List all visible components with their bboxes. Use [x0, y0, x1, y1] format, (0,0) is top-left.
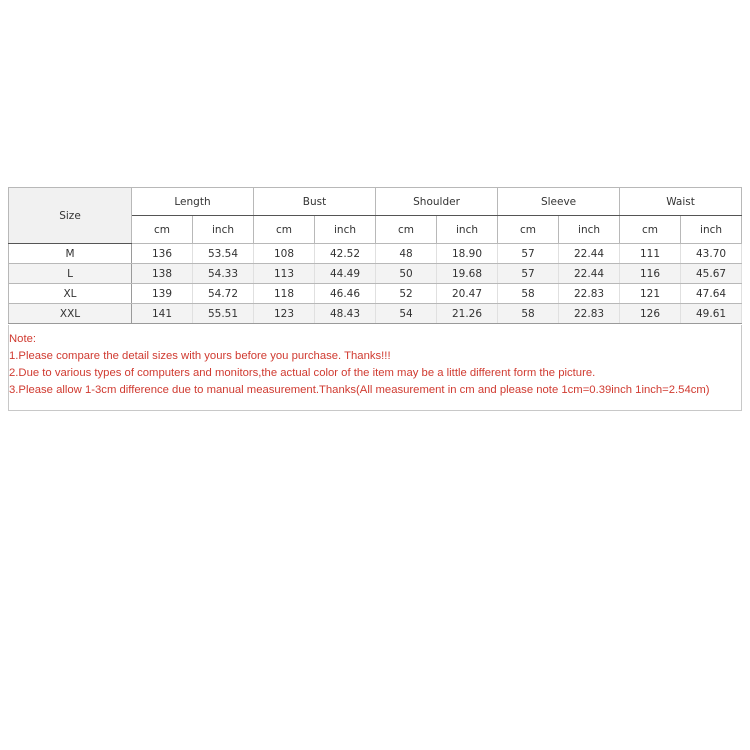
- table-cell: 136: [132, 244, 193, 264]
- table-cell: 121: [620, 284, 681, 304]
- table-cell: 123: [254, 304, 315, 324]
- table-cell: 54.72: [193, 284, 254, 304]
- table-cell: 43.70: [681, 244, 742, 264]
- table-cell: 20.47: [437, 284, 498, 304]
- table-cell: 113: [254, 264, 315, 284]
- length-header: Length: [132, 188, 254, 216]
- table-cell: 141: [132, 304, 193, 324]
- table-row: [9, 304, 742, 324]
- shoulder-header: Shoulder: [376, 188, 498, 216]
- notes-box: [8, 325, 742, 411]
- sleeve-header: Sleeve: [498, 188, 620, 216]
- waist-header: Waist: [620, 188, 742, 216]
- unit-header-cm: cm: [254, 216, 315, 244]
- table-cell: 22.44: [559, 264, 620, 284]
- bust-header: Bust: [254, 188, 376, 216]
- table-cell: 54: [376, 304, 437, 324]
- table-cell: 54.33: [193, 264, 254, 284]
- table-cell: 111: [620, 244, 681, 264]
- table-cell: 46.46: [315, 284, 376, 304]
- table-cell: 55.51: [193, 304, 254, 324]
- table-cell: 19.68: [437, 264, 498, 284]
- table-cell: 53.54: [193, 244, 254, 264]
- table-row: [9, 264, 742, 284]
- table-cell: 22.83: [559, 304, 620, 324]
- table-cell: 49.61: [681, 304, 742, 324]
- table-cell: 57: [498, 264, 559, 284]
- table-cell: 126: [620, 304, 681, 324]
- table-row: [9, 284, 742, 304]
- size-table: [8, 187, 742, 324]
- size-column-header: Size: [9, 188, 132, 244]
- size-cell: L: [9, 264, 132, 284]
- note-title: Note:: [9, 333, 37, 345]
- table-cell: 48.43: [315, 304, 376, 324]
- table-cell: 47.64: [681, 284, 742, 304]
- table-cell: 139: [132, 284, 193, 304]
- table-cell: 48: [376, 244, 437, 264]
- table-cell: 45.67: [681, 264, 742, 284]
- table-cell: 108: [254, 244, 315, 264]
- table-cell: 52: [376, 284, 437, 304]
- table-cell: 138: [132, 264, 193, 284]
- unit-header-cm: cm: [376, 216, 437, 244]
- note-line: 1.Please compare the detail sizes with yours before you purchase. Thanks!!!: [9, 350, 391, 362]
- table-cell: 21.26: [437, 304, 498, 324]
- table-cell: 58: [498, 284, 559, 304]
- unit-header-inch: inch: [559, 216, 620, 244]
- size-cell: XXL: [9, 304, 132, 324]
- table-header-row: [9, 188, 742, 216]
- unit-header-inch: inch: [193, 216, 254, 244]
- table-cell: 58: [498, 304, 559, 324]
- table-cell: 44.49: [315, 264, 376, 284]
- note-line: 3.Please allow 1-3cm difference due to manual measurement.Thanks(All measurement in cm and please note 1cm=0.39inch 1inch=2.54cm): [9, 384, 710, 396]
- unit-header-cm: cm: [620, 216, 681, 244]
- table-cell: 42.52: [315, 244, 376, 264]
- table-cell: 22.44: [559, 244, 620, 264]
- table-row: [9, 244, 742, 264]
- size-cell: XL: [9, 284, 132, 304]
- table-cell: 116: [620, 264, 681, 284]
- table-cell: 118: [254, 284, 315, 304]
- unit-header-inch: inch: [315, 216, 376, 244]
- table-cell: 18.90: [437, 244, 498, 264]
- table-cell: 57: [498, 244, 559, 264]
- unit-header-inch: inch: [681, 216, 742, 244]
- unit-header-cm: cm: [498, 216, 559, 244]
- unit-header-cm: cm: [132, 216, 193, 244]
- table-cell: 50: [376, 264, 437, 284]
- unit-header-inch: inch: [437, 216, 498, 244]
- size-chart: [8, 187, 742, 411]
- note-line: 2.Due to various types of computers and monitors,the actual color of the item may be a little different form the picture.: [9, 367, 596, 379]
- table-cell: 22.83: [559, 284, 620, 304]
- size-cell: M: [9, 244, 132, 264]
